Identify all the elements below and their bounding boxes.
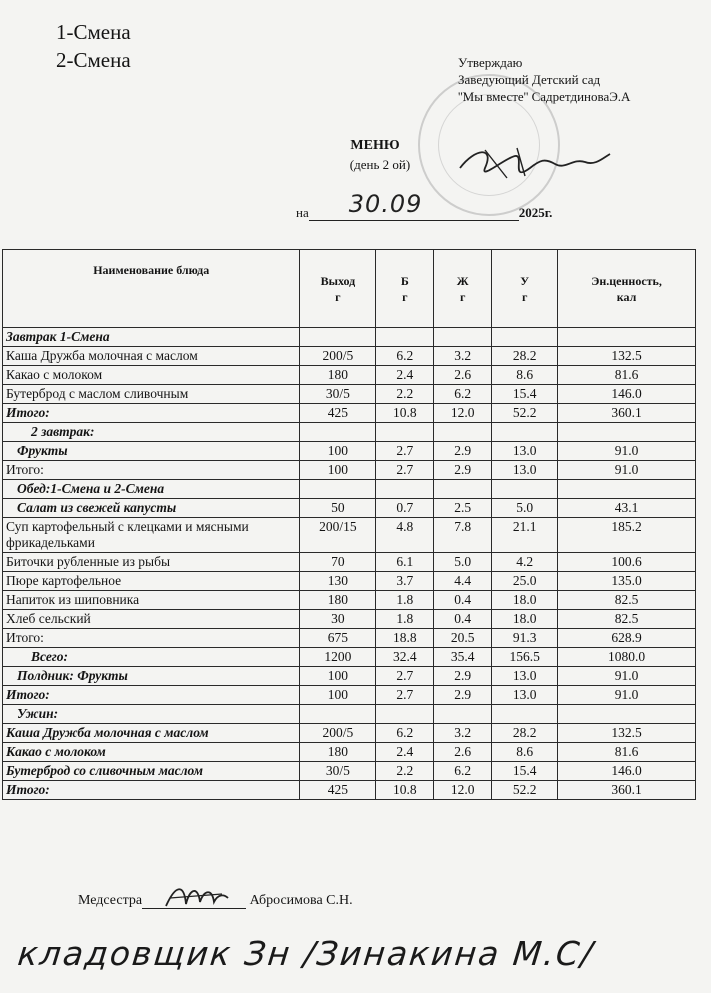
cell-dish-name: Суп картофельный с клецками и мясными фрикадельками [3,518,300,553]
cell-fat: 2.5 [434,499,492,518]
cell-carbs [492,328,558,347]
cell-energy: 360.1 [558,404,696,423]
cell-protein: 2.4 [376,743,434,762]
table-row [3,366,696,385]
cell-energy: 91.0 [558,442,696,461]
cell-dish-name: Напиток из шиповника [3,591,300,610]
cell-fat [434,705,492,724]
nurse-signature-blank [142,894,246,909]
col-header-carbs: У г [492,250,558,328]
cell-fat: 3.2 [434,724,492,743]
cell-protein: 1.8 [376,591,434,610]
cell-dish-name: Какао с молоком [3,366,300,385]
cell-protein: 10.8 [376,404,434,423]
cell-output: 425 [300,781,376,800]
cell-protein: 2.7 [376,442,434,461]
cell-dish-name: Биточки рубленные из рыбы [3,553,300,572]
cell-output: 180 [300,366,376,385]
cell-protein: 2.7 [376,686,434,705]
table-row [3,461,696,480]
col-header-output: Выход г [300,250,376,328]
cell-protein [376,328,434,347]
cell-protein: 6.2 [376,724,434,743]
approve-line-3: ''Мы вместе'' СадретдиноваЭ.А [458,89,631,104]
cell-dish-name: Итого: [3,781,300,800]
cell-carbs: 13.0 [492,667,558,686]
cell-fat: 0.4 [434,591,492,610]
cell-output: 100 [300,667,376,686]
cell-fat: 20.5 [434,629,492,648]
table-row [3,705,696,724]
col-header-protein: Б г [376,250,434,328]
cell-dish-name: Бутерброд со сливочным маслом [3,762,300,781]
table-row [3,591,696,610]
cell-protein: 2.7 [376,461,434,480]
cell-carbs: 91.3 [492,629,558,648]
approve-line-2: Заведующий Детский сад [458,72,601,87]
cell-fat [434,480,492,499]
cell-energy: 91.0 [558,461,696,480]
table-row [3,781,696,800]
approval-block [458,54,630,105]
cell-fat: 12.0 [434,404,492,423]
cell-output: 180 [300,591,376,610]
cell-protein [376,705,434,724]
cell-protein [376,423,434,442]
shift-2: 2-Смена [56,48,131,72]
table-row [3,553,696,572]
cell-protein: 3.7 [376,572,434,591]
cell-output: 100 [300,686,376,705]
cell-dish-name: Итого: [3,686,300,705]
cell-protein: 2.2 [376,762,434,781]
cell-carbs: 5.0 [492,499,558,518]
cell-dish-name: Какао с молоком [3,743,300,762]
cell-carbs [492,705,558,724]
date-prefix: на [296,205,309,220]
cell-protein [376,480,434,499]
cell-output: 200/5 [300,724,376,743]
cell-dish-name: Каша Дружба молочная с маслом [3,347,300,366]
cell-dish-name: Фрукты [3,442,300,461]
cell-output [300,705,376,724]
cell-fat: 12.0 [434,781,492,800]
cell-carbs: 15.4 [492,385,558,404]
cell-fat: 2.6 [434,743,492,762]
cell-fat: 2.9 [434,442,492,461]
cell-protein: 10.8 [376,781,434,800]
table-row [3,385,696,404]
cell-fat [434,423,492,442]
cell-fat: 2.6 [434,366,492,385]
cell-output: 100 [300,442,376,461]
cell-dish-name: Пюре картофельное [3,572,300,591]
cell-dish-name: Ужин: [3,705,300,724]
cell-protein: 2.4 [376,366,434,385]
cell-dish-name: Всего: [3,648,300,667]
table-row [3,629,696,648]
cell-protein: 6.2 [376,347,434,366]
cell-carbs: 13.0 [492,461,558,480]
cell-dish-name: Итого: [3,404,300,423]
table-row [3,762,696,781]
date-handwritten: 30.09 [348,190,423,218]
cell-carbs: 52.2 [492,404,558,423]
table-row [3,743,696,762]
cell-protein: 6.1 [376,553,434,572]
cell-energy: 91.0 [558,686,696,705]
cell-output: 30 [300,610,376,629]
table-row [3,572,696,591]
cell-carbs: 18.0 [492,591,558,610]
cell-dish-name: Бутерброд с маслом сливочным [3,385,300,404]
cell-carbs: 15.4 [492,762,558,781]
table-row [3,648,696,667]
table-row [3,499,696,518]
table-row [3,667,696,686]
cell-carbs: 13.0 [492,442,558,461]
cell-output: 180 [300,743,376,762]
cell-fat: 4.4 [434,572,492,591]
cell-output: 675 [300,629,376,648]
col-header-fat: Ж г [434,250,492,328]
cell-protein: 4.8 [376,518,434,553]
cell-carbs: 21.1 [492,518,558,553]
cell-energy: 146.0 [558,762,696,781]
cell-energy: 1080.0 [558,648,696,667]
cell-energy: 135.0 [558,572,696,591]
cell-energy: 146.0 [558,385,696,404]
cell-energy: 360.1 [558,781,696,800]
cell-energy [558,705,696,724]
cell-energy: 628.9 [558,629,696,648]
cell-output: 30/5 [300,762,376,781]
cell-carbs: 28.2 [492,724,558,743]
director-signature [455,128,615,198]
shift-1: 1-Смена [56,20,131,44]
cell-carbs: 25.0 [492,572,558,591]
table-row [3,442,696,461]
cell-protein: 32.4 [376,648,434,667]
cell-fat: 6.2 [434,385,492,404]
cell-carbs: 28.2 [492,347,558,366]
cell-output [300,328,376,347]
cell-energy: 82.5 [558,610,696,629]
cell-protein: 18.8 [376,629,434,648]
menu-subtitle: (день 2 ой) [349,157,411,172]
table-row [3,686,696,705]
date-line [296,190,553,221]
table-row [3,328,696,347]
cell-fat: 2.9 [434,461,492,480]
date-blank [309,190,519,221]
cell-energy: 185.2 [558,518,696,553]
cell-output: 425 [300,404,376,423]
shift-list [56,18,131,74]
menu-title: МЕНЮ [350,138,400,153]
approve-line-1: Утверждаю [458,55,523,70]
cell-carbs: 52.2 [492,781,558,800]
nurse-signature [162,880,232,912]
storekeeper-handwritten: кладовщик Зн /Зинакина М.С/ [15,934,597,973]
cell-fat: 5.0 [434,553,492,572]
cell-output: 70 [300,553,376,572]
cell-energy: 82.5 [558,591,696,610]
cell-energy [558,328,696,347]
cell-fat: 2.9 [434,686,492,705]
nurse-label: Медсестра [78,893,143,908]
col-header-energy: Эн.ценность, кал [558,250,696,328]
cell-energy: 132.5 [558,724,696,743]
cell-output: 30/5 [300,385,376,404]
cell-dish-name: Каша Дружба молочная с маслом [3,724,300,743]
cell-protein: 2.7 [376,667,434,686]
cell-dish-name: Итого: [3,461,300,480]
cell-carbs: 13.0 [492,686,558,705]
nurse-signature-line [78,893,353,909]
nurse-name: Абросимова С.Н. [249,893,353,908]
cell-energy: 132.5 [558,347,696,366]
cell-output: 130 [300,572,376,591]
cell-carbs: 18.0 [492,610,558,629]
cell-carbs [492,423,558,442]
cell-dish-name: Обед:1-Смена и 2-Смена [3,480,300,499]
cell-output [300,480,376,499]
cell-energy: 43.1 [558,499,696,518]
table-row [3,347,696,366]
cell-dish-name: Завтрак 1-Смена [3,328,300,347]
cell-fat: 35.4 [434,648,492,667]
cell-fat: 7.8 [434,518,492,553]
cell-energy: 91.0 [558,667,696,686]
cell-energy [558,423,696,442]
menu-table-body [3,328,696,800]
cell-carbs [492,480,558,499]
table-row [3,518,696,553]
date-year: 2025г. [518,205,553,220]
cell-protein: 2.2 [376,385,434,404]
cell-output: 100 [300,461,376,480]
col-header-name: Наименование блюда [3,250,300,328]
cell-fat: 3.2 [434,347,492,366]
cell-dish-name: Салат из свежей капусты [3,499,300,518]
cell-output: 50 [300,499,376,518]
cell-protein: 0.7 [376,499,434,518]
table-row [3,404,696,423]
table-row [3,423,696,442]
cell-protein: 1.8 [376,610,434,629]
cell-output [300,423,376,442]
cell-energy [558,480,696,499]
cell-output: 200/15 [300,518,376,553]
cell-dish-name: Хлеб сельский [3,610,300,629]
cell-carbs: 8.6 [492,366,558,385]
cell-dish-name: Полдник: Фрукты [3,667,300,686]
table-row [3,480,696,499]
cell-carbs: 156.5 [492,648,558,667]
menu-table [2,249,696,800]
cell-energy: 81.6 [558,743,696,762]
cell-carbs: 8.6 [492,743,558,762]
cell-fat: 6.2 [434,762,492,781]
cell-dish-name: Итого: [3,629,300,648]
table-row [3,724,696,743]
cell-output: 200/5 [300,347,376,366]
cell-output: 1200 [300,648,376,667]
cell-fat: 2.9 [434,667,492,686]
cell-fat: 0.4 [434,610,492,629]
cell-fat [434,328,492,347]
table-header-row [3,250,696,328]
cell-energy: 81.6 [558,366,696,385]
cell-dish-name: 2 завтрак: [3,423,300,442]
cell-energy: 100.6 [558,553,696,572]
table-row [3,610,696,629]
cell-carbs: 4.2 [492,553,558,572]
